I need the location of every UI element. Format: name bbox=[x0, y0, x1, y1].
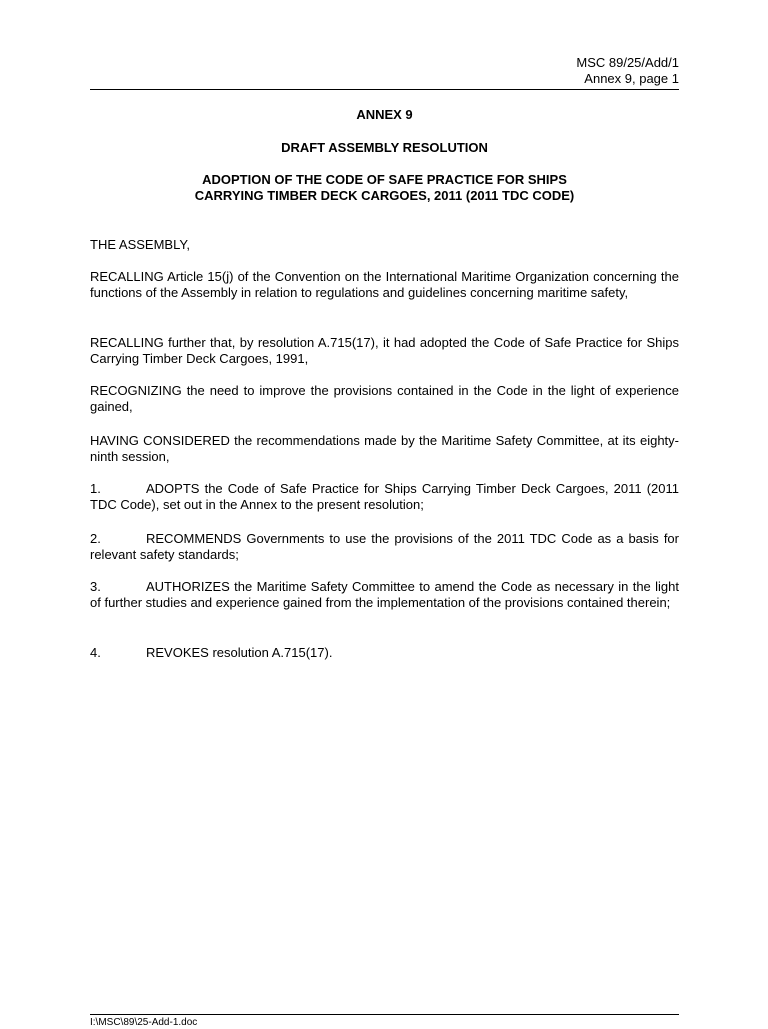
annex-title: ANNEX 9 bbox=[356, 107, 413, 122]
footer-file-path: I:\MSC\89\25-Add-1.doc bbox=[90, 1017, 198, 1028]
opening-line bbox=[90, 237, 679, 253]
resolution-title-line-2: CARRYING TIMBER DECK CARGOES, 2011 (2011 TDC CODE) bbox=[194, 188, 575, 203]
recalling-paragraph bbox=[90, 269, 679, 301]
item-number: 3. bbox=[90, 579, 101, 594]
resolution-title bbox=[90, 172, 679, 204]
resolution-title-line-1: ADOPTION OF THE CODE OF SAFE PRACTICE FOR SHIPS bbox=[202, 172, 567, 187]
footer-rule bbox=[90, 1014, 679, 1015]
item-text: AUTHORIZES the Maritime Safety Committee to amend the Code as necessary in the light of further studies and experience gained from the implementation of the provisions contained therein; bbox=[90, 579, 679, 610]
recognizing-text: RECOGNIZING the need to improve the provisions contained in the Code in the light of experience gained, bbox=[90, 383, 679, 414]
item-text: RECOMMENDS Governments to use the provisions of the 2011 TDC Code as a basis for relevant safety standards; bbox=[90, 531, 679, 562]
item-number: 2. bbox=[90, 531, 101, 546]
recalling-further-text: RECALLING further that, by resolution A.715(17), it had adopted the Code of Safe Practice for Ships Carrying Timber Deck Cargoes, 1991, bbox=[90, 335, 679, 366]
operative-item-4 bbox=[90, 645, 679, 661]
page-reference: Annex 9, page 1 bbox=[584, 71, 679, 86]
recognizing-paragraph bbox=[90, 383, 679, 415]
having-considered-paragraph bbox=[90, 433, 679, 465]
assembly-opening: THE ASSEMBLY, bbox=[90, 237, 190, 252]
item-text: ADOPTS the Code of Safe Practice for Ships Carrying Timber Deck Cargoes, 2011 (2011 TDC Code), set out in the Annex to the present resolution; bbox=[90, 481, 679, 512]
operative-item-3 bbox=[90, 579, 679, 611]
document-reference: MSC 89/25/Add/1 bbox=[576, 55, 679, 70]
header-rule bbox=[90, 89, 679, 90]
page-header bbox=[576, 55, 679, 87]
item-number: 1. bbox=[90, 481, 101, 496]
item-text: REVOKES resolution A.715(17). bbox=[146, 645, 333, 660]
resolution-subtitle: DRAFT ASSEMBLY RESOLUTION bbox=[281, 140, 488, 155]
recalling-further-paragraph bbox=[90, 335, 679, 367]
operative-item-2 bbox=[90, 531, 679, 563]
having-considered-text: HAVING CONSIDERED the recommendations made by the Maritime Safety Committee, at its eighty-ninth session, bbox=[90, 433, 679, 464]
item-number: 4. bbox=[90, 645, 101, 660]
recalling-text: RECALLING Article 15(j) of the Convention on the International Maritime Organization concerning the functions of the Assembly in relation to regulations and guidelines concerning maritime safety, bbox=[90, 269, 679, 300]
operative-item-1 bbox=[90, 481, 679, 513]
